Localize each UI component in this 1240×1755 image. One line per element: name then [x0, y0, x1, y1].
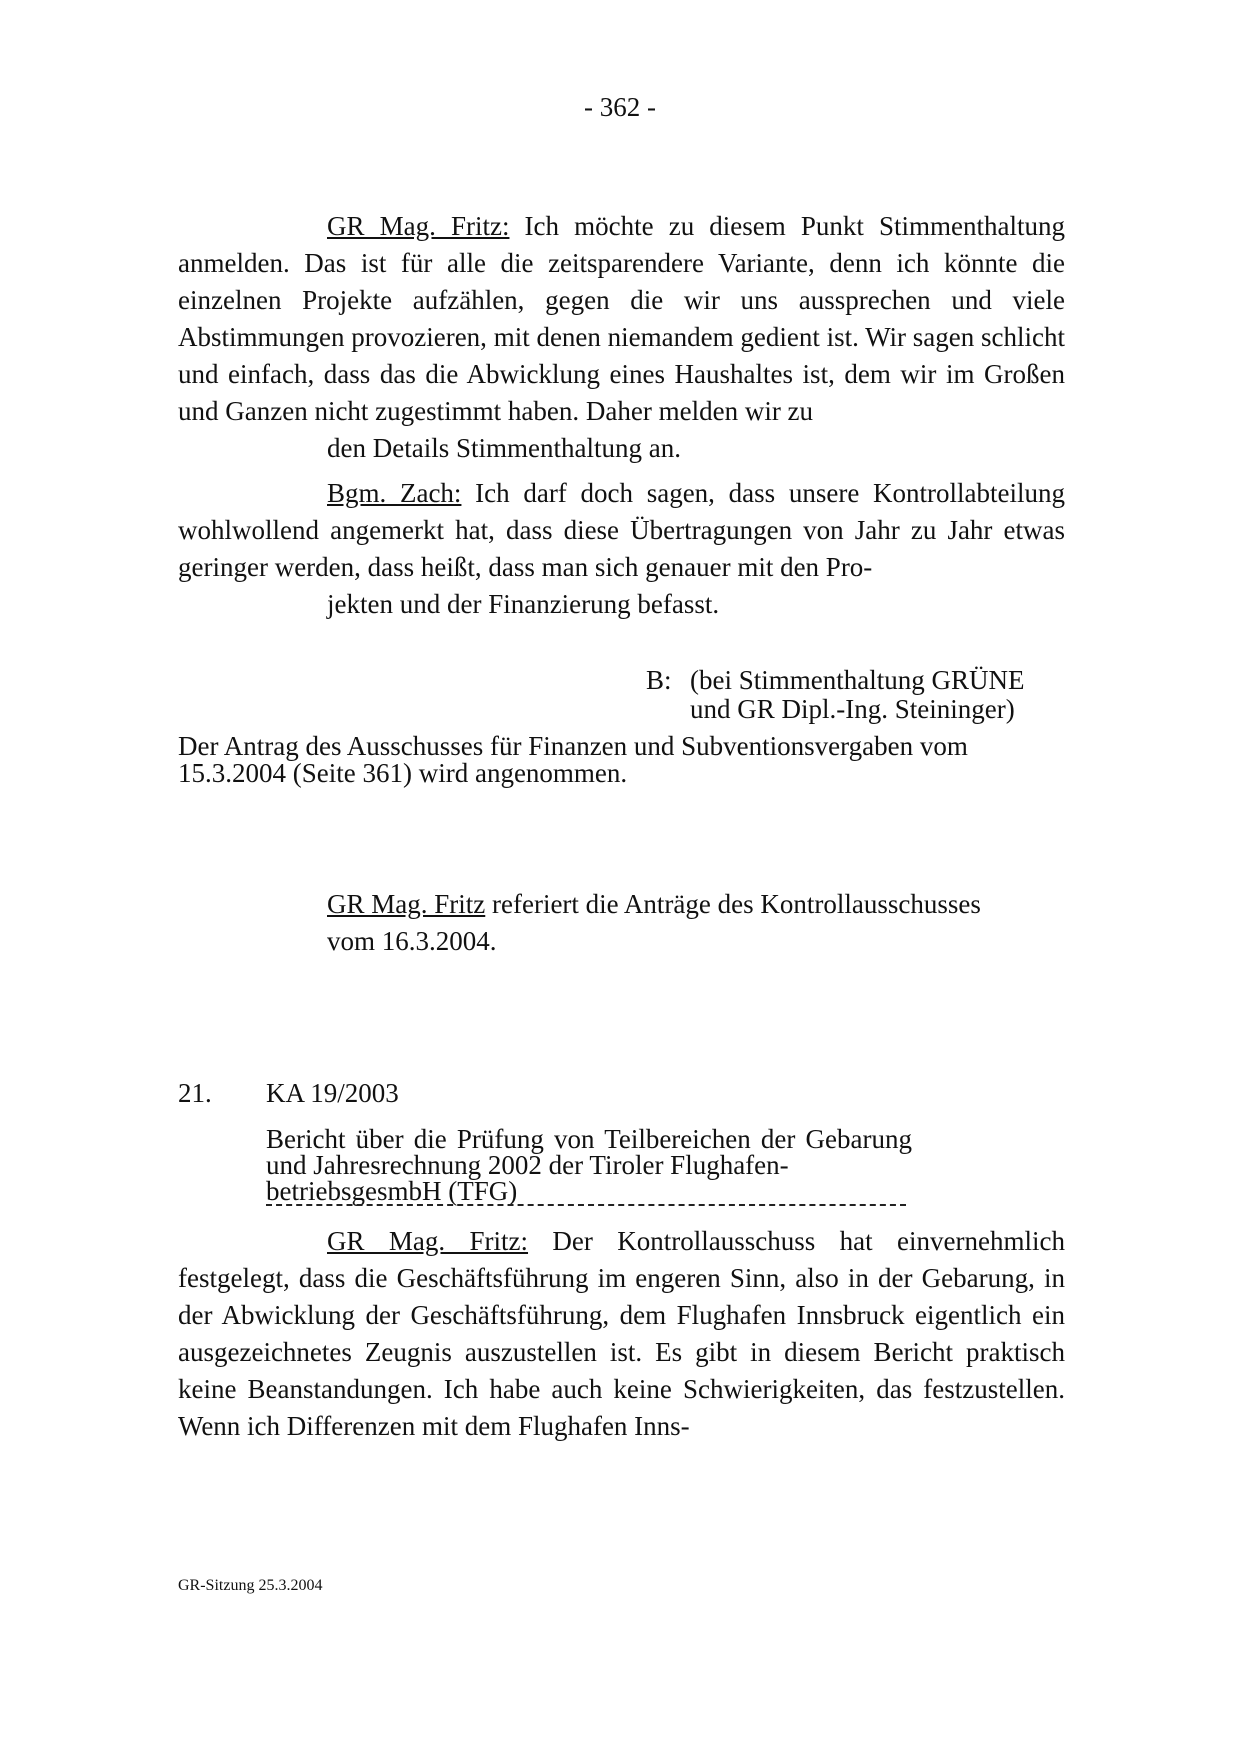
footer-session: GR-Sitzung 25.3.2004	[178, 1577, 323, 1594]
speaker-name: Bgm. Zach:	[327, 478, 462, 508]
speaker-name: GR Mag. Fritz:	[327, 211, 510, 241]
resolution-line: Der Antrag des Ausschusses für Finanzen und Subventionsvergaben vom	[178, 731, 968, 761]
agenda-item-title	[266, 1126, 912, 1204]
speaker-name: GR Mag. Fritz	[327, 889, 486, 919]
agenda-item-title-text: Bericht über die Prüfung von Teilbereichen der Gebarung und Jahresrechnung 2002 der Tiroler Flughafen-	[266, 1124, 912, 1180]
paragraph-fritz-report	[178, 886, 1065, 960]
decision-note	[690, 666, 1024, 724]
paragraph-text: Ich darf doch sagen, dass unsere Kontrollabteilung wohlwollend angemerkt hat, dass diese Übertragungen von Jahr zu Jahr etwas geringer werden, dass heißt, dass man sich genauer mit den Pro-	[178, 478, 1065, 582]
paragraph-text: Der Kontrollausschuss hat einvernehmlich festgelegt, dass die Geschäftsführung im engeren Sinn, also in der Gebarung, in der Abwicklung der Geschäftsführung, dem Flughafen Innsbruck eigentlich ein ausgezeichnetes Zeugnis auszustellen ist. Es gibt in diesem Bericht praktisch keine Beanstandungen. Ich habe auch keine Schwierigkeiten, das festzustellen. Wenn ich Differenzen mit dem Flughafen Inns-	[178, 1226, 1065, 1441]
decision-note-line2: und GR Dipl.-Ing. Steininger)	[690, 694, 1015, 724]
paragraph-last-line: vom 16.3.2004.	[327, 926, 497, 956]
speaker-name: GR Mag. Fritz:	[327, 1226, 529, 1256]
page-number: - 362 -	[584, 92, 656, 122]
paragraph-text: Ich möchte zu diesem Punkt Stimmenthaltung anmelden. Das ist für alle die zeitsparendere Variante, denn ich könnte die einzelnen Projekte aufzählen, gegen die wir uns aussprechen und viele Abstimmungen provozieren, mit denen niemandem gedient ist. Wir sagen schlicht und einfach, dass das die Abwicklung eines Haushaltes ist, dem wir im Großen und Ganzen nicht zugestimmt haben. Daher melden wir zu	[178, 211, 1065, 426]
paragraph-fritz-control	[178, 1223, 1065, 1445]
dashed-divider	[266, 1204, 906, 1206]
paragraph-zach-statement	[178, 475, 1065, 623]
resolution-text	[178, 733, 1065, 787]
resolution-last-line: 15.3.2004 (Seite 361) wird angenommen.	[178, 758, 628, 788]
decision-note-line1: (bei Stimmenthaltung GRÜNE	[690, 665, 1025, 695]
paragraph-last-line: den Details Stimmenthaltung an.	[327, 433, 681, 463]
agenda-item-code: KA 19/2003	[266, 1078, 399, 1108]
decision-label: B:	[646, 665, 672, 695]
paragraph-fritz-statement	[178, 208, 1065, 467]
agenda-item-title-last: betriebsgesmbH (TFG)	[266, 1176, 518, 1206]
paragraph-last-line: jekten und der Finanzierung befasst.	[327, 589, 720, 619]
agenda-item-number: 21.	[178, 1078, 212, 1108]
paragraph-text: referiert die Anträge des Kontrollausschusses	[485, 889, 981, 919]
